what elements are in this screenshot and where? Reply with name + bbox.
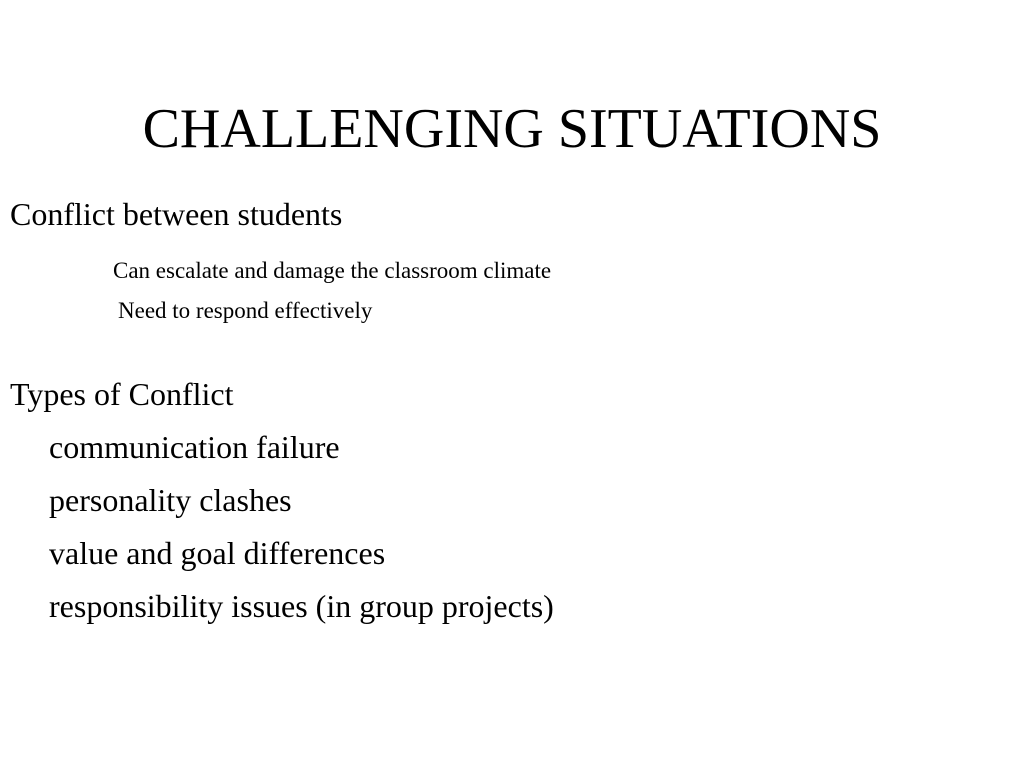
section-heading-conflict-between-students: Conflict between students [10,196,343,232]
section-heading-types-of-conflict: Types of Conflict [10,376,234,412]
sub-point-respond: Need to respond effectively [118,298,373,323]
conflict-type-item: value and goal differences [49,535,386,571]
conflict-type-item: communication failure [49,429,340,465]
conflict-type-item: personality clashes [49,482,292,518]
conflict-type-item: responsibility issues (in group projects) [49,588,554,624]
slide-title: CHALLENGING SITUATIONS [142,98,882,160]
sub-point-escalate: Can escalate and damage the classroom climate [113,258,552,283]
